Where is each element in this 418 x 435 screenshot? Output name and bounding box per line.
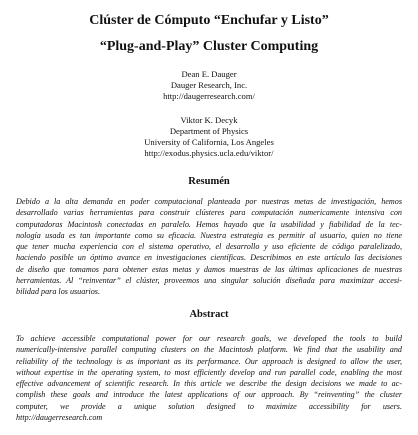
abstract-line: complish these goals and introduce the latest applications of our approach. By “reinventing” the cluster: [16, 390, 402, 400]
author-affiliation: University of California, Los Angeles: [144, 137, 274, 147]
resumen-heading: Resumén: [188, 176, 230, 187]
resumen-line: nología usada es tan importante como su eficacia. Nuestra estrategia es permitir al usuario, quien no tiene: [16, 230, 402, 240]
author-name: Dean E. Dauger: [181, 69, 237, 79]
resumen-line: desarrollado varias herramientas para construir clústeres para computación numericamente intensiva con: [16, 208, 402, 218]
abstract-line: reliability of the technology is as important as its performance. Our approach is designed to allow the user,: [16, 356, 402, 366]
author-affiliation: Dauger Research, Inc.: [170, 80, 248, 90]
abstract-line: without expertise in the operating system, to most efficiently develop and run parallel code, enabling the most: [16, 367, 402, 377]
author-name: Viktor K. Decyk: [180, 115, 238, 125]
resumen-line: bilidad para los usuarios.: [16, 287, 100, 296]
resumen-paragraph: [16, 196, 402, 297]
abstract-heading: Abstract: [189, 309, 229, 320]
resumen-line: de diseño que tomamos para obtener estas metas y damos muestras de las últimas aplicaciones de nuestras: [16, 264, 402, 274]
resumen-line: computadoras Macintosh conectadas en paralelo. Hemos hayado que la usabilidad y fiabilidad de la tec-: [16, 219, 402, 229]
author-url[interactable]: http://exodus.physics.ucla.edu/viktor/: [144, 148, 274, 158]
resumen-line: que tener mucha experiencia con el sistema operativo, el desarrollo y uso eficiente de código paralelizado,: [16, 242, 402, 251]
resumen-line: haciendo posible un óptimo avance en investigaciones científicas. Describimos en este artículo las decisiones: [16, 253, 402, 263]
abstract-url[interactable]: http://daugerresearch.com: [16, 412, 103, 422]
author-block-2: [0, 115, 418, 159]
resumen-line: Debido a la alta demanda en poder computacional planteada por nuestras metas de investigación, hemos: [16, 197, 402, 206]
author-url[interactable]: http://daugerresearch.com/: [163, 91, 255, 101]
abstract-line: effective advancement of scientific research. In this article we describe the design decisions we made to ac-: [16, 379, 402, 388]
author-block-1: [0, 69, 418, 102]
abstract-paragraph: [16, 333, 402, 423]
resumen-line: herramientas. Al “reinventar” el clúster, proveemos una singular solución diseñada para maximizar accesi-: [16, 275, 402, 285]
abstract-line: numerically-intensive parallel computing clusters on the Macintosh platform. We find that the usability and: [16, 345, 402, 355]
spanish-title: Clúster de Cómputo “Enchufar y Listo”: [89, 13, 329, 28]
abstract-line: To achieve accessible computational power for our research goals, we developed the tools to build: [16, 334, 402, 343]
author-department: Department of Physics: [169, 126, 249, 136]
english-title: “Plug-and-Play” Cluster Computing: [99, 39, 319, 54]
abstract-line: computer, we provide a unique solution designed to maximize accessibility for users.: [16, 401, 402, 411]
